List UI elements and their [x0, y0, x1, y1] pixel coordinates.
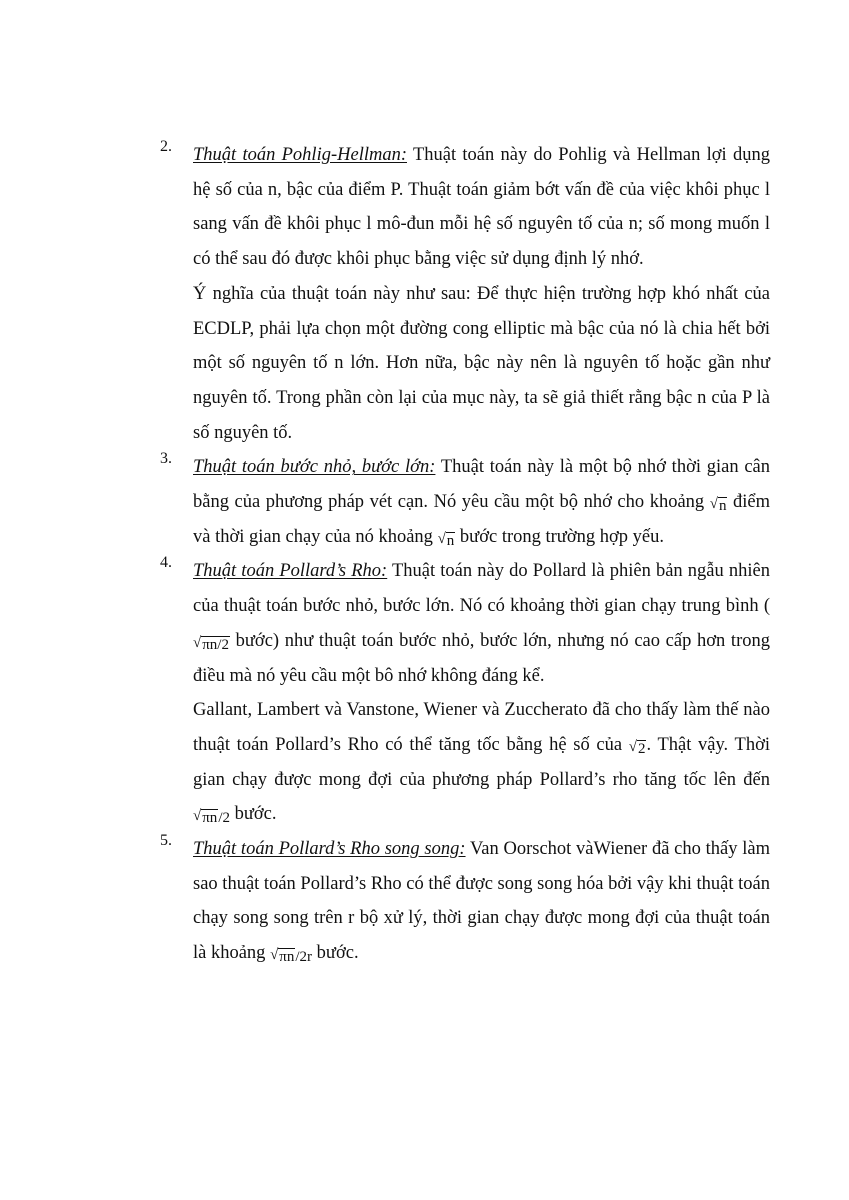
sqrt-2-formula: [629, 740, 647, 757]
radicand: πn: [202, 810, 218, 827]
item-number: 4.: [160, 554, 172, 572]
list-item-pohlig-hellman: [160, 138, 770, 450]
sqrt-n-formula: [438, 532, 456, 549]
sqrt-n-formula: [710, 497, 728, 514]
item-paragraph: [193, 450, 770, 554]
item-heading: Thuật toán bước nhỏ, bước lớn:: [193, 457, 436, 478]
radicand: n: [446, 532, 455, 549]
item-heading: Thuật toán Pohlig-Hellman:: [193, 145, 407, 165]
item-text: Thuật toán này là một bộ nhớ thời gian cân bằng của phương pháp vét cạn. Nó yêu cầu một bộ nhớ cho khoảng: [193, 457, 770, 513]
radicand: 2: [637, 740, 646, 757]
radical-sign: √: [193, 634, 202, 651]
sqrt-pin-over-2-formula: [193, 636, 230, 653]
radicand: πn/2: [202, 636, 229, 653]
item-paragraph: [193, 138, 770, 277]
sqrt-pin-formula: [193, 809, 230, 826]
sqrt-pin-formula: [270, 948, 312, 965]
formula-denominator: /2r: [295, 949, 313, 966]
item-text: bước.: [229, 804, 277, 825]
item-text: bước) như thuật toán bước nhỏ, bước lớn, nhưng nó cao cấp hơn trong điều mà nó yêu cầu một bô nhớ không đáng kể.: [193, 630, 770, 686]
item-paragraph: [193, 554, 770, 693]
radical-sign: √: [709, 496, 718, 513]
radical-sign: √: [193, 808, 202, 825]
list-item-parallel-pollard-rho: [160, 832, 770, 971]
item-paragraph-secondary: [193, 693, 770, 832]
list-item-pollard-rho: [160, 554, 770, 832]
radicand: n: [718, 498, 727, 515]
radicand: πn: [279, 949, 295, 966]
radical-sign: √: [628, 738, 637, 755]
item-text: Thuật toán này do Pollard là phiên bản ngẫu nhiên của thuật toán bước nhỏ, bước lớn. Nó có khoảng thời gian chạy trung bình (: [193, 561, 770, 617]
item-text: Gallant, Lambert và Vanstone, Wiener và Zuccherato đã cho thấy làm thế nào thuật toán Pollard’s Rho có thể tăng tốc bằng hệ số của: [193, 700, 770, 755]
item-text: Van Oorschot vàWiener đã cho thấy làm sao thuật toán Pollard’s Rho có thể được song song hóa bởi vậy khi thuật toán chạy song song trên r bộ xử lý, thời gian chạy được mong đợi của thuật toán là khoảng: [193, 839, 770, 964]
item-number: 5.: [160, 832, 172, 850]
algorithm-list: [160, 138, 770, 971]
item-number: 2.: [160, 138, 172, 155]
item-number: 3.: [160, 450, 172, 468]
radical-sign: √: [270, 947, 279, 964]
item-heading: Thuật toán Pollard’s Rho song song:: [193, 839, 466, 860]
item-text: bước trong trường hợp yếu.: [455, 526, 664, 547]
radical-sign: √: [437, 530, 446, 547]
item-paragraph: [193, 832, 770, 971]
item-text: bước.: [312, 943, 359, 964]
item-heading: Thuật toán Pollard’s Rho:: [193, 561, 388, 582]
item-text: . Thật vậy. Thời gian chạy được mong đợi của phương pháp Pollard’s rho tăng tốc lên đến: [193, 734, 770, 790]
list-item-baby-step-giant-step: [160, 450, 770, 554]
formula-denominator: /2: [218, 810, 230, 827]
item-text: Thuật toán này do Pohlig và Hellman lợi dụng hệ số của n, bậc của điểm P. Thuật toán giảm bớt vấn đề của việc khôi phục l sang vấn đề khôi phục l mô-đun mỗi hệ số nguyên tố của n; số mong muốn l có thể sau đó được khôi phục bằng việc sử dụng định lý nhớ.: [193, 145, 770, 270]
item-text: điểm và thời gian chạy của nó khoảng: [193, 492, 770, 547]
item-paragraph-secondary: Ý nghĩa của thuật toán này như sau: Để thực hiện trường hợp khó nhất của ECDLP, phải lựa chọn một đường cong elliptic mà bậc của nó là chia hết bởi một số nguyên tố n lớn. Hơn nữa, bậc này nên là nguyên tố hoặc gần như nguyên tố. Trong phần còn lại của mục này, ta sẽ giả thiết rằng bậc n của P là số nguyên tố.: [193, 283, 770, 443]
